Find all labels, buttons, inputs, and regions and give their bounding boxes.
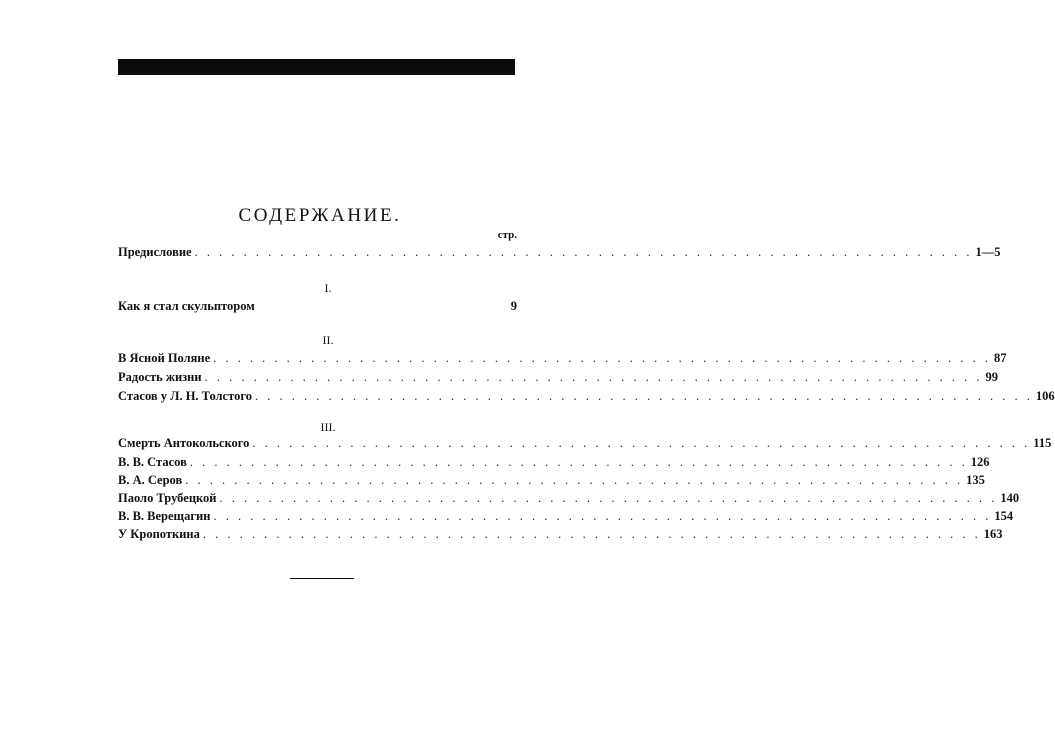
leader-dots: . . . . . . . . . . . . . . . . . . . . . . . . . . . . . . . . . . . . . . . . . . . . . . . . . . . . . . . . . . . . . . . . bbox=[189, 455, 968, 469]
toc-entry[interactable] bbox=[118, 527, 1003, 545]
toc-entry[interactable] bbox=[118, 491, 1020, 509]
page-title: СОДЕРЖАНИЕ. bbox=[238, 205, 402, 226]
toc-entry-title: Смерть Антокольского bbox=[118, 436, 250, 450]
section-numeral-3: III. bbox=[320, 420, 336, 434]
toc-entry-title: Как я стал скульптором bbox=[118, 299, 255, 313]
toc-entry-page: 154 bbox=[994, 509, 1014, 523]
toc-entry[interactable] bbox=[118, 473, 985, 491]
toc-entry[interactable] bbox=[118, 455, 990, 473]
leader-dots: . . . . . . . . . . . . . . . . . . . . . . . . . . . . . . . . . . . . . . . . . . . . . . . . . . . . . . . . . . . . . . . . bbox=[252, 436, 1031, 450]
toc-entry-page: 9 bbox=[510, 299, 517, 313]
toc-entry-title: В. А. Серов bbox=[118, 473, 183, 487]
toc-entry-page: 87 bbox=[994, 351, 1007, 365]
toc-entry-page: 135 bbox=[966, 473, 985, 487]
toc-entry-title: Паоло Трубецкой bbox=[118, 491, 217, 505]
leader-dots: . . . . . . . . . . . . . . . . . . . . . . . . . . . . . . . . . . . . . . . . . . . . . . . . . . . . . . . . . . . . . . . . bbox=[204, 370, 983, 384]
toc-entry-page: 99 bbox=[985, 370, 998, 384]
toc-entry-page: 140 bbox=[1000, 491, 1020, 505]
toc-entry-page: 126 bbox=[970, 455, 990, 469]
page-column-label: стр. bbox=[497, 229, 517, 241]
toc-entry-page: 1—5 bbox=[975, 245, 1001, 259]
toc-entry-page: 106 bbox=[1035, 389, 1055, 403]
toc-entry-title: В. В. Верещагин bbox=[118, 509, 211, 523]
toc-entry-page: 115 bbox=[1033, 436, 1052, 450]
toc-entry-title: Стасов у Л. Н. Толстого bbox=[118, 389, 252, 403]
toc-entry-preface[interactable] bbox=[118, 245, 1001, 263]
leader-dots: . . . . . . . . . . . . . . . . . . . . . . . . . . . . . . . . . . . . . . . . . . . . . . . . . . . . . . . . . . . . . . . . bbox=[213, 351, 992, 365]
leader-dots: . . . . . . . . . . . . . . . . . . . . . . . . . . . . . . . . . . . . . . . . . . . . . . . . . . . . . . . . . . . . . . . . bbox=[213, 509, 992, 523]
toc-entry[interactable] bbox=[118, 436, 1052, 454]
leader-dots: . . . . . . . . . . . . . . . . . . . . . . . . . . . . . . . . . . . . . . . . . . . . . . . . . . . . . . . . . . . . . . . . bbox=[194, 245, 973, 259]
top-rule bbox=[118, 59, 515, 75]
section-numeral-2: II. bbox=[322, 333, 334, 347]
toc-entry-title: Предисловие bbox=[118, 245, 192, 259]
toc-entry-title: У Кропоткина bbox=[118, 527, 200, 541]
toc-entry[interactable] bbox=[118, 389, 1055, 407]
toc-entry-page: 163 bbox=[983, 527, 1003, 541]
toc-entry-title: В. В. Стасов bbox=[118, 455, 187, 469]
toc-entry-title: В Ясной Поляне bbox=[118, 351, 211, 365]
toc-entry[interactable] bbox=[118, 509, 1014, 527]
toc-entry[interactable] bbox=[118, 370, 998, 388]
toc-entry[interactable] bbox=[118, 299, 517, 317]
toc-entry-title: Радость жизни bbox=[118, 370, 202, 384]
leader-dots: . . . . . . . . . . . . . . . . . . . . . . . . . . . . . . . . . . . . . . . . . . . . . . . . . . . . . . . . . . . . . . . . bbox=[219, 491, 998, 505]
leader-dots: . . . . . . . . . . . . . . . . . . . . . . . . . . . . . . . . . . . . . . . . . . . . . . . . . . . . . . . . . . . . . . . . bbox=[202, 527, 981, 541]
leader-dots: . . . . . . . . . . . . . . . . . . . . . . . . . . . . . . . . . . . . . . . . . . . . . . . . . . . . . . . . . . . . . . . . bbox=[254, 389, 1033, 403]
toc-entry[interactable] bbox=[118, 351, 1007, 369]
section-numeral-1: I. bbox=[324, 281, 332, 295]
leader-dots: . . . . . . . . . . . . . . . . . . . . . . . . . . . . . . . . . . . . . . . . . . . . . . . . . . . . . . . . . . . . . . . . bbox=[185, 473, 964, 487]
bottom-rule bbox=[290, 578, 354, 579]
